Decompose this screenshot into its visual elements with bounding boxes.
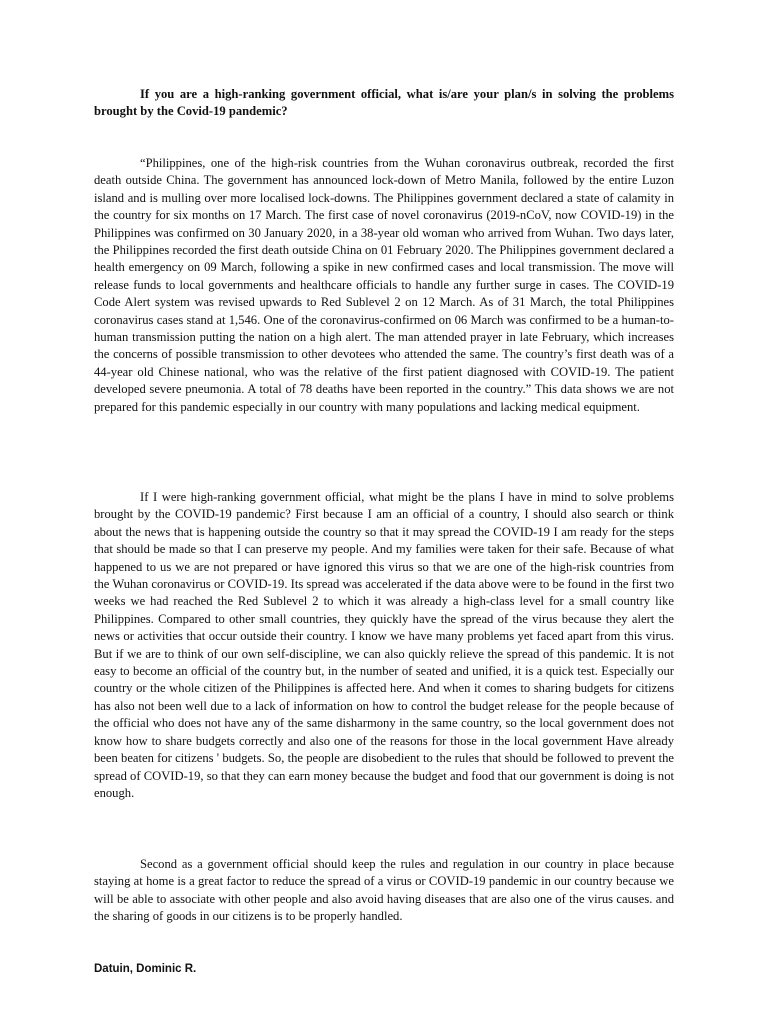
paragraph-2: If I were high-ranking government official, what might be the plans I have in mind to solve problems brought by the COVID-19 pandemic? First because I am an official of a country, I should also search or think about the news that is happening outside the country so that it may spread the COVID-19 I am ready for the steps that should be made so that I can preserve my people. And my families were taken for their safe. Because of what happened to us we are not prepared or have ignored this virus so that we are one of the high-risk countries from the Wuhan coronavirus or COVID-19. Its spread was accelerated if the data above were to be found in the first two weeks we had reached the Red Sublevel 2 to which it was already a high-class level for a small country like Philippines. Compared to other small countries, they quickly have the spread of the virus because they alert the news or activities that occur outside their country. I know we have many problems yet faced apart from this virus. But if we are to think of our own self-discipline, we can also quickly relieve the spread of this pandemic. It is not easy to become an official of the country but, in the number of seated and unified, it is a quick test. Especially our country or the whole citizen of the Philippines is affected here. And when it comes to sharing budgets for citizens has also not been well due to a lack of information on how to control the budget release for the people because of the official who does not have any of the same disharmony in the same country, so the local government does not know how to share budgets correctly and also one of the reasons for those in the local government Have already been beaten for citizens ' budgets. So, the people are disobedient to the rules that should be followed to prevent the spread of COVID-19, so that they can earn money because the budget and food that our government is doing is not enough. bbox=[94, 490, 674, 800]
paragraph-3: Second as a government official should keep the rules and regulation in our country in place because staying at home is a great factor to reduce the spread of a virus or COVID-19 pandemic in our country because we will be able to associate with other people and also avoid having diseases that are also one of the virus causes. and the sharing of goods in our citizens is to be properly handled. bbox=[94, 857, 674, 924]
essay-question: If you are a high-ranking government official, what is/are your plan/s in solving the problems brought by the Covid-19 pandemic? bbox=[94, 87, 674, 118]
author-name: Datuin, Dominic R. bbox=[94, 963, 197, 975]
document-page bbox=[94, 0, 674, 1024]
paragraph-1: “Philippines, one of the high-risk countries from the Wuhan coronavirus outbreak, recorded the first death outside China. The government has announced lock-down of Metro Manila, followed by the entire Luzon island and is mulling over more localised lock-downs. The Philippines government declared a state of calamity in the country for six months on 17 March. The first case of novel coronavirus (2019-nCoV, now COVID-19) in the Philippines was confirmed on 30 January 2020, in a 38-year old woman who arrived from Wuhan. Two days later, the Philippines recorded the first death outside China on 01 February 2020. The Philippines government declared a health emergency on 09 March, following a spike in new confirmed cases and local transmission. The move will release funds to local governments and healthcare officials to handle any further surge in cases. The COVID-19 Code Alert system was revised upwards to Red Sublevel 2 on 12 March. As of 31 March, the total Philippines coronavirus cases stand at 1,546. One of the coronavirus-confirmed on 06 March was confirmed to be a human-to-human transmission putting the nation on a high alert. The man attended prayer in late February, which increases the concerns of possible transmission to other devotees who attended the same. The country’s first death was of a 44-year old Chinese national, who was the relative of the first patient diagnosed with COVID-19. The patient developed severe pneumonia. A total of 78 deaths have been reported in the country.” This data shows we are not prepared for this pandemic especially in our country with many populations and lacking medical equipment. bbox=[94, 156, 674, 414]
